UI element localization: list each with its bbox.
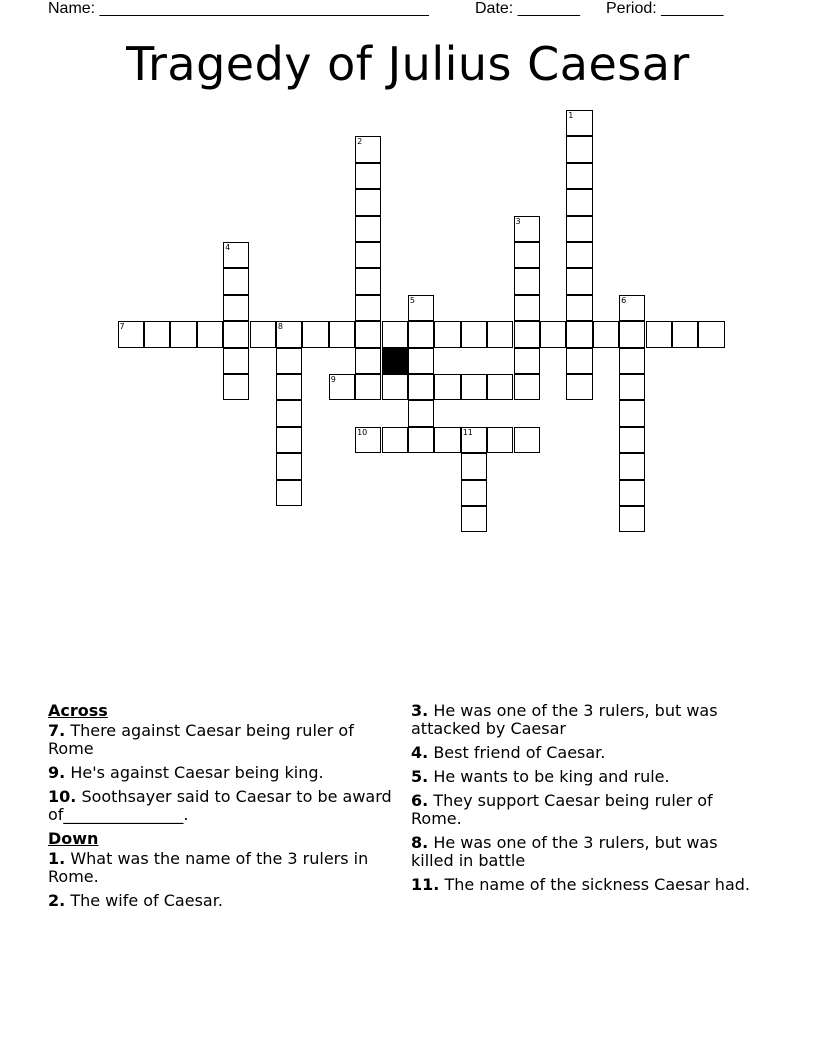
grid-cell[interactable] [619, 295, 645, 321]
clue-text: Best friend of Caesar. [433, 743, 606, 762]
grid-cell[interactable] [223, 242, 249, 268]
across-clue-9 [48, 764, 393, 782]
grid-cell[interactable] [408, 427, 434, 453]
grid-cell[interactable] [566, 268, 592, 294]
grid-cell[interactable] [566, 136, 592, 162]
grid-cell[interactable] [223, 268, 249, 294]
grid-cell[interactable] [514, 295, 540, 321]
grid-cell[interactable] [329, 321, 355, 347]
grid-cell[interactable] [566, 189, 592, 215]
grid-cell[interactable] [698, 321, 724, 347]
grid-cell[interactable] [540, 321, 566, 347]
grid-cell[interactable] [514, 242, 540, 268]
grid-cell[interactable] [276, 321, 302, 347]
grid-cell[interactable] [514, 321, 540, 347]
grid-cell[interactable] [197, 321, 223, 347]
grid-cell[interactable] [329, 374, 355, 400]
clue-number: 4. [411, 743, 429, 762]
grid-cell[interactable] [382, 374, 408, 400]
clue-text: Soothsayer said to Caesar to be award of_______________. [48, 787, 392, 824]
grid-cell[interactable] [619, 427, 645, 453]
grid-cell[interactable] [593, 321, 619, 347]
grid-cell[interactable] [487, 374, 513, 400]
grid-cell[interactable] [566, 348, 592, 374]
clues-column-left [48, 702, 393, 916]
grid-cell[interactable] [355, 268, 381, 294]
clue-number: 8. [411, 833, 429, 852]
grid-cell[interactable] [223, 295, 249, 321]
grid-cell[interactable] [408, 348, 434, 374]
grid-cell[interactable] [355, 216, 381, 242]
clue-number-label: 2 [357, 137, 363, 147]
clue-text: He's against Caesar being king. [70, 763, 324, 782]
clue-number: 5. [411, 767, 429, 786]
grid-cell[interactable] [619, 506, 645, 532]
grid-cell[interactable] [250, 321, 276, 347]
clue-number: 10. [48, 787, 77, 806]
clue-text: He was one of the 3 rulers, but was attacked by Caesar [411, 701, 718, 738]
clue-number-label: 3 [515, 216, 521, 226]
grid-cell[interactable] [566, 242, 592, 268]
grid-cell[interactable] [355, 427, 381, 453]
grid-cell[interactable] [514, 427, 540, 453]
grid-cell[interactable] [408, 321, 434, 347]
grid-cell[interactable] [461, 506, 487, 532]
grid-cell[interactable] [514, 268, 540, 294]
clue-text: What was the name of the 3 rulers in Rome. [48, 849, 369, 886]
grid-cell[interactable] [566, 321, 592, 347]
period-field-label: Period: _______ [606, 0, 724, 17]
grid-cell[interactable] [434, 427, 460, 453]
grid-cell[interactable] [223, 374, 249, 400]
grid-cell[interactable] [646, 321, 672, 347]
grid-cell[interactable] [514, 374, 540, 400]
grid-cell[interactable] [487, 427, 513, 453]
grid-cell[interactable] [302, 321, 328, 347]
clue-text: There against Caesar being ruler of Rome [48, 721, 354, 758]
grid-cell[interactable] [461, 427, 487, 453]
down-clue-3 [411, 702, 761, 738]
grid-cell[interactable] [276, 480, 302, 506]
grid-cell[interactable] [434, 374, 460, 400]
across-clue-7 [48, 722, 393, 758]
grid-cell[interactable] [566, 216, 592, 242]
down-clue-2 [48, 892, 393, 910]
down-heading: Down [48, 829, 99, 848]
grid-cell[interactable] [566, 163, 592, 189]
across-clue-10 [48, 788, 393, 824]
black-square [382, 348, 408, 374]
clue-number: 2. [48, 891, 66, 910]
clue-number-label: 8 [277, 322, 283, 332]
grid-cell[interactable] [619, 453, 645, 479]
grid-cell[interactable] [487, 321, 513, 347]
clue-number-label: 7 [119, 322, 125, 332]
grid-cell[interactable] [514, 216, 540, 242]
clue-number-label: 10 [357, 427, 368, 437]
grid-cell[interactable] [619, 400, 645, 426]
grid-cell[interactable] [276, 348, 302, 374]
date-field-label: Date: _______ [475, 0, 580, 17]
grid-cell[interactable] [223, 348, 249, 374]
clue-number: 7. [48, 721, 66, 740]
grid-cell[interactable] [355, 321, 381, 347]
name-field-label: Name: _____________________________________ [48, 0, 429, 17]
grid-cell[interactable] [408, 400, 434, 426]
down-clue-1 [48, 850, 393, 886]
grid-cell[interactable] [434, 321, 460, 347]
grid-cell[interactable] [355, 374, 381, 400]
grid-cell[interactable] [355, 242, 381, 268]
clue-text: He was one of the 3 rulers, but was killed in battle [411, 833, 718, 870]
across-heading: Across [48, 701, 108, 720]
clues-column-right [411, 702, 761, 900]
grid-cell[interactable] [566, 374, 592, 400]
down-clue-11 [411, 876, 761, 894]
grid-cell[interactable] [461, 480, 487, 506]
grid-cell[interactable] [461, 453, 487, 479]
grid-cell[interactable] [144, 321, 170, 347]
grid-cell[interactable] [355, 348, 381, 374]
clue-number-label: 1 [568, 111, 574, 120]
clue-number-label: 9 [330, 375, 336, 384]
grid-cell[interactable] [355, 136, 381, 162]
grid-cell[interactable] [170, 321, 196, 347]
grid-cell[interactable] [276, 427, 302, 453]
clue-number-label: 6 [621, 295, 627, 305]
grid-cell[interactable] [619, 480, 645, 506]
clue-number-label: 4 [225, 243, 231, 252]
down-clue-4 [411, 744, 761, 762]
grid-cell[interactable] [566, 295, 592, 321]
grid-cell[interactable] [619, 374, 645, 400]
clue-number-label: 5 [409, 295, 415, 305]
grid-cell[interactable] [382, 321, 408, 347]
clue-text: The wife of Caesar. [70, 891, 223, 910]
grid-cell[interactable] [276, 400, 302, 426]
grid-cell[interactable] [672, 321, 698, 347]
grid-cell[interactable] [619, 321, 645, 347]
down-clue-6 [411, 792, 761, 828]
clue-number: 3. [411, 701, 429, 720]
down-clue-5 [411, 768, 761, 786]
grid-cell[interactable] [408, 374, 434, 400]
down-clue-8 [411, 834, 761, 870]
page-title: Tragedy of Julius Caesar [126, 37, 690, 91]
clue-number: 1. [48, 849, 66, 868]
clue-number: 11. [411, 875, 440, 894]
clue-text: He wants to be king and rule. [433, 767, 670, 786]
grid-cell[interactable] [276, 453, 302, 479]
clue-text: The name of the sickness Caesar had. [444, 875, 750, 894]
grid-cell[interactable] [276, 374, 302, 400]
clue-number: 9. [48, 763, 66, 782]
grid-cell[interactable] [408, 295, 434, 321]
grid-cell[interactable] [461, 321, 487, 347]
grid-cell[interactable] [118, 321, 144, 347]
clue-number: 6. [411, 791, 429, 810]
clue-number-label: 11 [462, 427, 473, 437]
grid-cell[interactable] [514, 348, 540, 374]
grid-cell[interactable] [382, 427, 408, 453]
grid-cell[interactable] [355, 295, 381, 321]
clue-text: They support Caesar being ruler of Rome. [411, 791, 713, 828]
grid-cell[interactable] [461, 374, 487, 400]
grid-cell[interactable] [566, 110, 592, 136]
grid-cell[interactable] [355, 189, 381, 215]
grid-cell[interactable] [619, 348, 645, 374]
grid-cell[interactable] [355, 163, 381, 189]
grid-cell[interactable] [223, 321, 249, 347]
